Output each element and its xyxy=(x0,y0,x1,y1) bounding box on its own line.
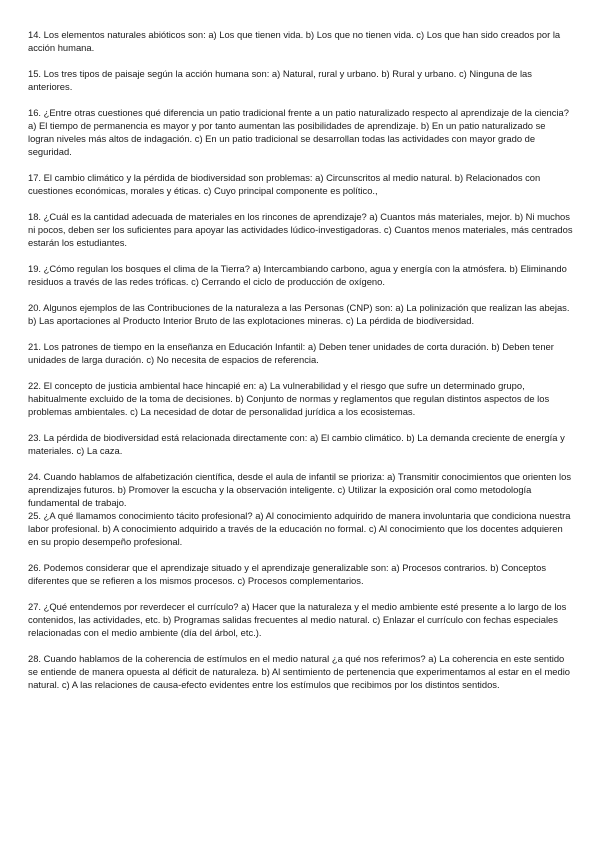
question-21: 21. Los patrones de tiempo en la enseñanza en Educación Infantil: a) Deben tener unidades de corta duración. b) Deben tener unidades de larga duración. c) No necesita de espacios de referencia. xyxy=(28,341,554,365)
question-26: 26. Podemos considerar que el aprendizaje situado y el aprendizaje generalizable son: a) Procesos contrarios. b) Conceptos diferentes que se refieren a los mismos procesos. c) Procesos complementarios. xyxy=(28,562,547,586)
question-19: 19. ¿Cómo regulan los bosques el clima de la Tierra? a) Intercambiando carbono, agua y energía con la atmósfera. b) Eliminando residuos a través de las redes tróficas. c) Cerrando el ciclo de producción de oxígeno. xyxy=(28,263,567,287)
question-17: 17. El cambio climático y la pérdida de biodiversidad son problemas: a) Circunscritos al medio natural. b) Relacionados con cuestiones económicas, morales y éticas. c) Cuyo principal componente es político., xyxy=(28,172,541,196)
question-20: 20. Algunos ejemplos de las Contribuciones de la naturaleza a las Personas (CNP) son: a) La polinización que realizan las abejas. b) Las aportaciones al Producto Interior Bruto de las explotaciones mineras. c) La pérdida de biodiversidad. xyxy=(28,302,570,326)
question-28: 28. Cuando hablamos de la coherencia de estímulos en el medio natural ¿a qué nos referimos? a) La coherencia en este sentido se entiende de manera opuesta al déficit de naturaleza. b) Al sentimiento de pertenencia que experimentamos al estar en el medio natural. c) A las relaciones de causa-efecto evidentes entre los estímulos que recibimos por los distintos sentidos. xyxy=(28,653,571,690)
question-15: 15. Los tres tipos de paisaje según la acción humana son: a) Natural, rural y urbano. b) Rural y urbano. c) Ninguna de las anteriores. xyxy=(28,68,532,92)
question-27: 27. ¿Qué entendemos por reverdecer el currículo? a) Hacer que la naturaleza y el medio ambiente esté presente a lo largo de los contenidos, las actividades, etc. b) Programas salidas frecuentes al medio natural. c) Enlazar el currículo con fechas especiales relacionadas con el medio ambiente (día del árbol, etc.). xyxy=(28,601,567,638)
question-25: 25. ¿A qué llamamos conocimiento tácito profesional? a) Al conocimiento adquirido de manera involuntaria que condiciona nuestra labor profesional. b) A conocimiento adquirido a través de la educación no formal. c) Al conocimiento que los docentes adquieren en su propio desempeño profesional. xyxy=(28,510,571,547)
question-16: 16. ¿Entre otras cuestiones qué diferencia un patio tradicional frente a un patio naturalizado respecto al aprendizaje de la ciencia? a) El tiempo de permanencia es mayor y por tanto aumentan las posibilidades de aprendizaje. b) En un patio naturalizado se logran niveles más altos de indagación. c) En un patio tradicional se desarrollan todas las actividades con mayor grado de seguridad. xyxy=(28,107,569,157)
document-page xyxy=(28,28,574,704)
question-22: 22. El concepto de justicia ambiental hace hincapié en: a) La vulnerabilidad y el riesgo que sufre un determinado grupo, habitualmente excluido de la toma de decisiones. b) Conjunto de normas y reglamentos que regulan distintos aspectos de los problemas ambientales. c) La necesidad de dotar de personalidad jurídica a los ecosistemas. xyxy=(28,380,550,417)
question-14: 14. Los elementos naturales abióticos son: a) Los que tienen vida. b) Los que no tienen vida. c) Los que han sido creados por la acción humana. xyxy=(28,29,561,53)
question-24: 24. Cuando hablamos de alfabetización científica, desde el aula de infantil se prioriza: a) Transmitir conocimientos que orienten los aprendizajes futuros. b) Promover la escucha y la observación inteligente. c) Utilizar la exposición oral como metodología fundamental de trabajo. xyxy=(28,471,572,508)
question-23: 23. La pérdida de biodiversidad está relacionada directamente con: a) El cambio climático. b) La demanda creciente de energía y materiales. c) La caza. xyxy=(28,432,565,456)
question-18: 18. ¿Cuál es la cantidad adecuada de materiales en los rincones de aprendizaje? a) Cuantos más materiales, mejor. b) Ni muchos ni pocos, deben ser los suficientes para apoyar las actividades lúdico-investigadoras. c) Cuantos menos materiales, más centrados estarán los estudiantes. xyxy=(28,211,573,248)
